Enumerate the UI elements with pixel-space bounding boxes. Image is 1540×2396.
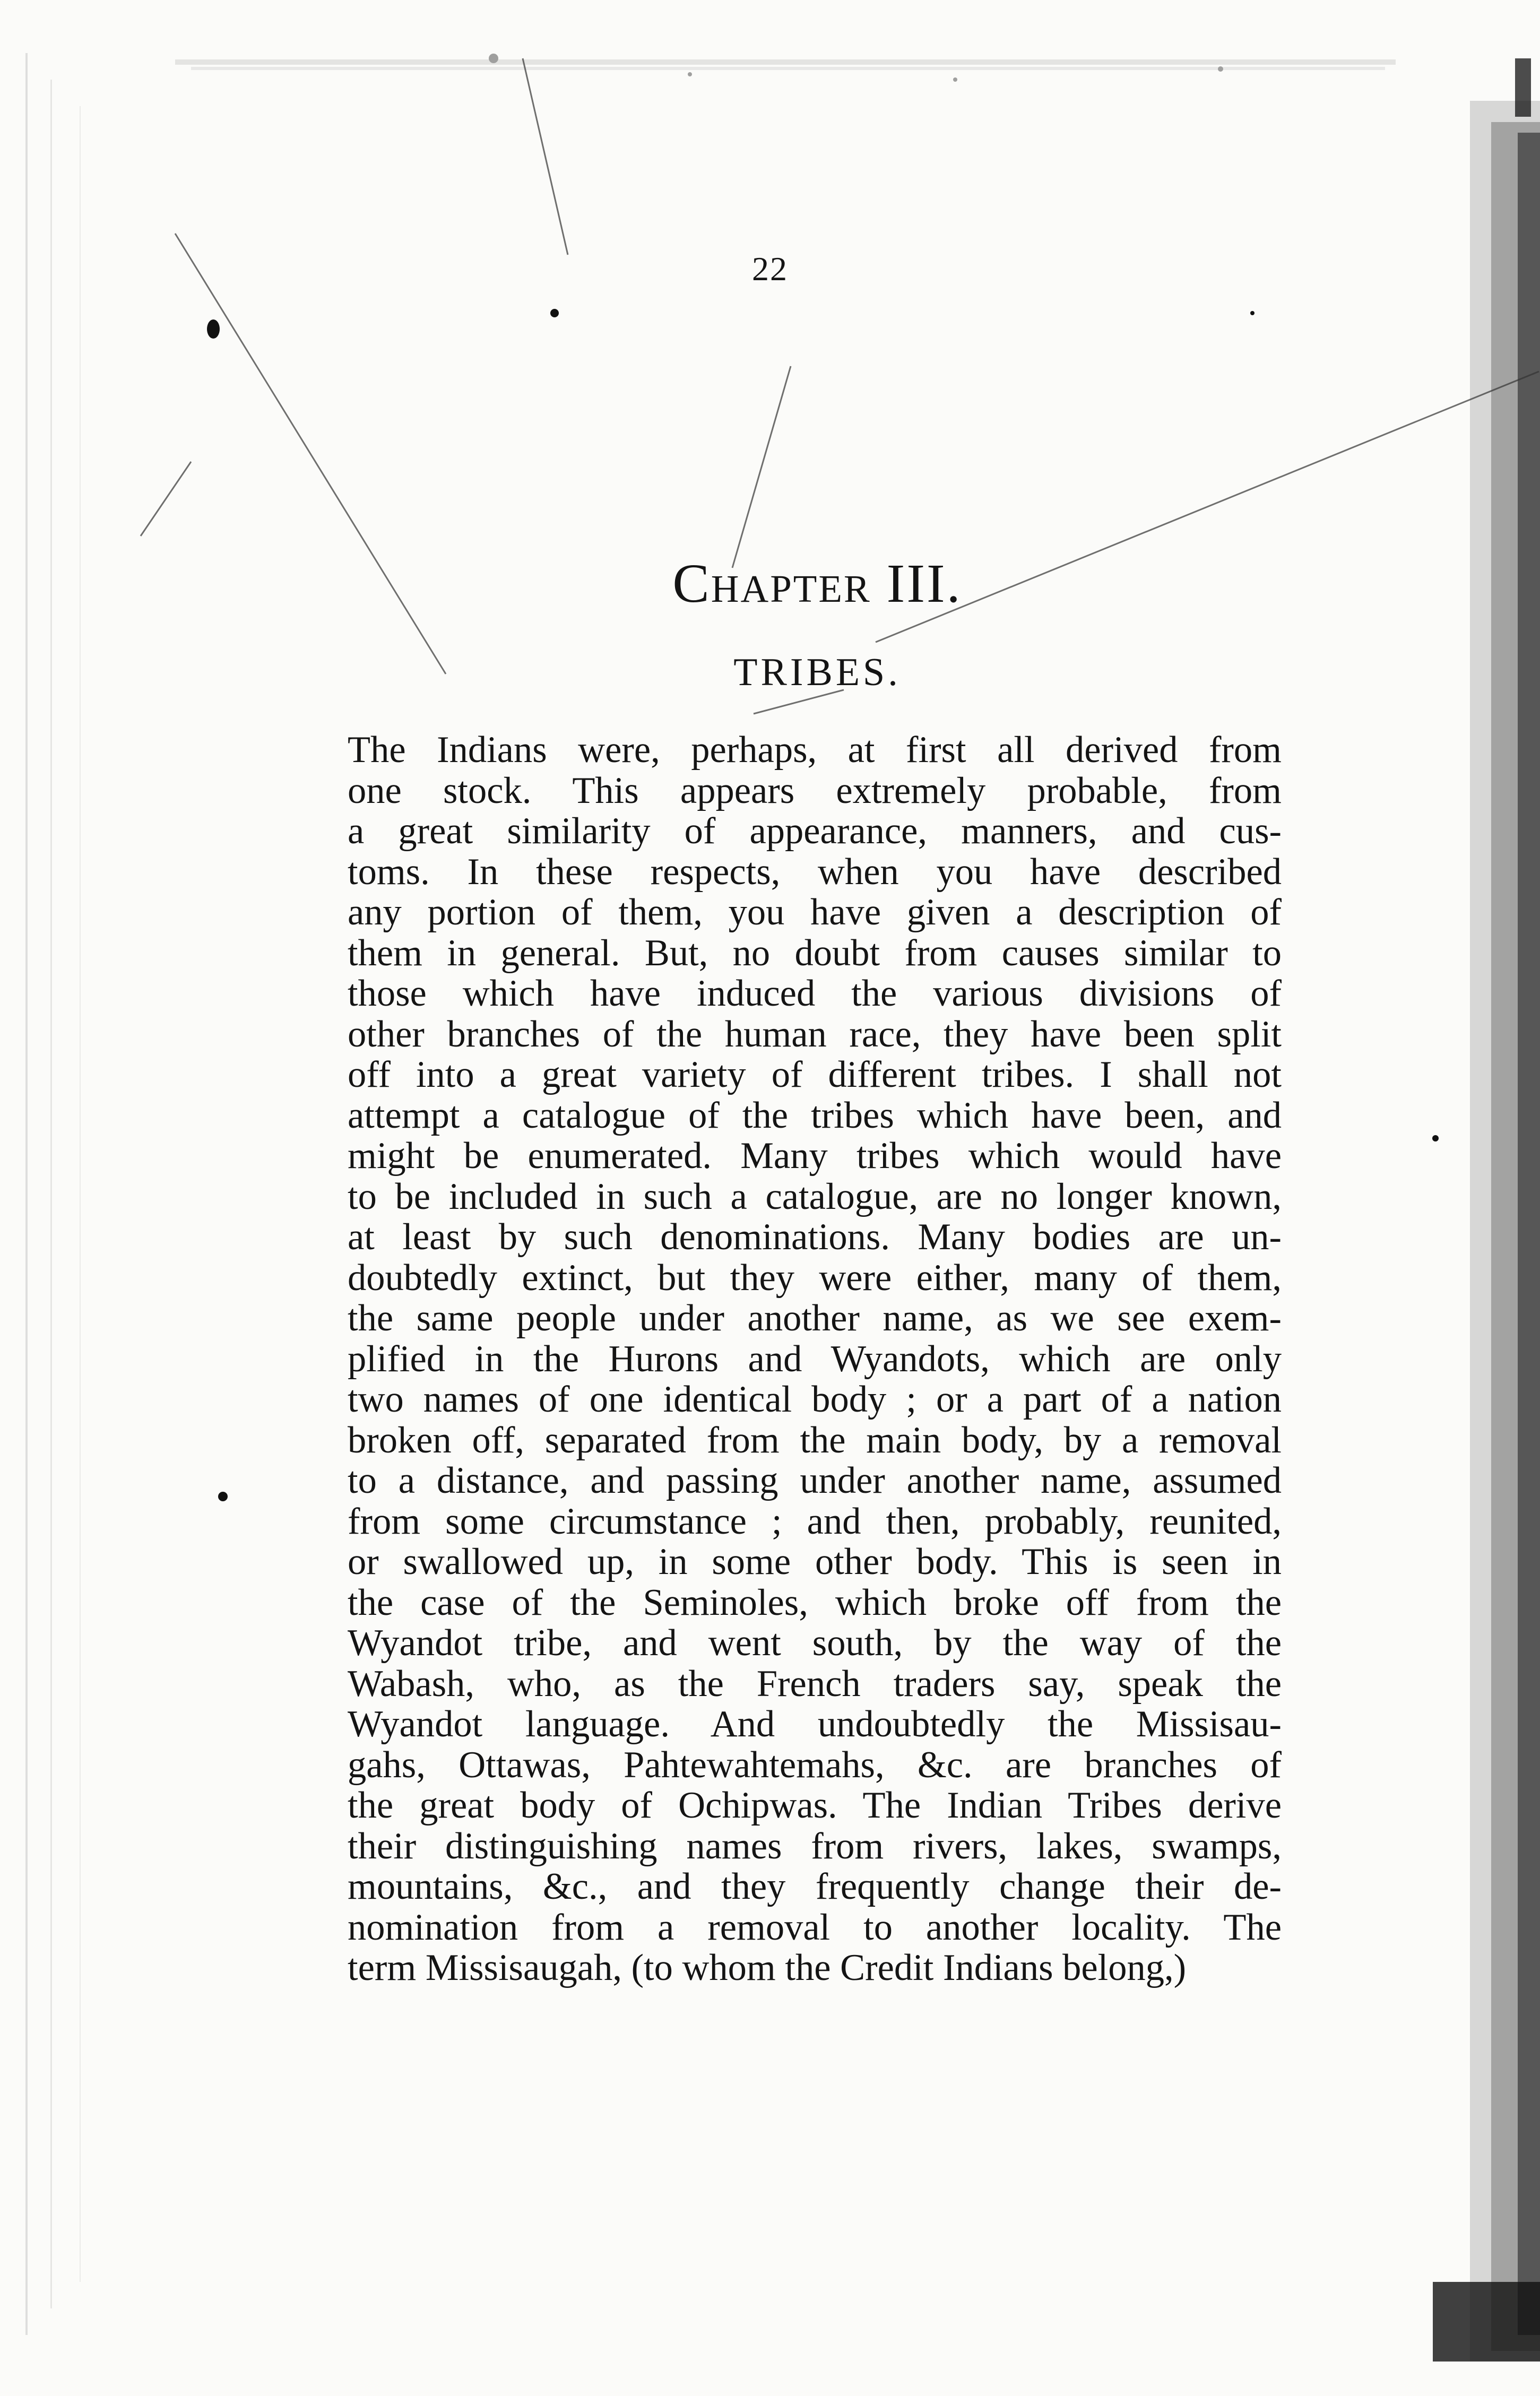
paragraph-line: a great similarity of appearance, manners, and cus- xyxy=(348,810,1282,852)
paragraph-line: attempt a catalogue of the tribes which have been, and xyxy=(348,1094,1282,1136)
body-paragraph xyxy=(348,730,1282,1988)
paragraph-line: at least by such denominations. Many bodies are un- xyxy=(348,1216,1282,1258)
paragraph-line: from some circumstance ; and then, probably, reunited, xyxy=(348,1500,1282,1542)
paragraph-line: Wabash, who, as the French traders say, speak the xyxy=(348,1663,1282,1705)
paragraph-line: toms. In these respects, when you have described xyxy=(348,851,1282,893)
paragraph-line: one stock. This appears extremely probable, from xyxy=(348,769,1282,811)
paragraph-line: mountains, &c., and they frequently change their de- xyxy=(348,1866,1282,1907)
paragraph-line: the case of the Seminoles, which broke off from the xyxy=(348,1581,1282,1623)
paragraph-line: Wyandot tribe, and went south, by the way of the xyxy=(348,1622,1282,1664)
paragraph-line: nomination from a removal to another locality. The xyxy=(348,1906,1282,1948)
paragraph-line: two names of one identical body ; or a part of a nation xyxy=(348,1379,1282,1420)
paragraph-line: The Indians were, perhaps, at first all derived from xyxy=(348,729,1282,771)
page-number: 22 xyxy=(752,250,788,288)
right-edge-shadow xyxy=(1433,58,1540,2362)
chapter-heading-text: Chapter III. xyxy=(672,553,962,614)
paragraph-line: off into a great variety of different tribes. I shall not xyxy=(348,1054,1282,1095)
paragraph-line: to be included in such a catalogue, are no longer known, xyxy=(348,1175,1282,1217)
top-speckle-band xyxy=(175,54,1396,82)
paragraph-line: the same people under another name, as we see exem- xyxy=(348,1298,1282,1339)
paragraph-line: Wyandot language. And undoubtedly the Missisau- xyxy=(348,1703,1282,1745)
paragraph-line: them in general. But, no doubt from causes similar to xyxy=(348,932,1282,974)
paragraph-line: their distinguishing names from rivers, lakes, swamps, xyxy=(348,1825,1282,1867)
chapter-heading xyxy=(658,552,976,615)
paragraph-line: other branches of the human race, they have been split xyxy=(348,1013,1282,1055)
left-edge-speckles xyxy=(25,53,81,2335)
paragraph-line: to a distance, and passing under another name, assumed xyxy=(348,1460,1282,1501)
paragraph-line: plified in the Hurons and Wyandots, which are only xyxy=(348,1338,1282,1380)
paragraph-line: might be enumerated. Many tribes which would have xyxy=(348,1135,1282,1177)
paragraph-line: any portion of them, you have given a description of xyxy=(348,892,1282,933)
paragraph-line: doubtedly extinct, but they were either, many of them, xyxy=(348,1257,1282,1299)
paragraph-line: gahs, Ottawas, Pahtewahtemahs, &c. are branches of xyxy=(348,1744,1282,1786)
section-title: TRIBES. xyxy=(733,651,901,694)
paragraph-line: broken off, separated from the main body, by a removal xyxy=(348,1419,1282,1461)
paragraph-line: term Missisaugah, (to whom the Credit Indians belong,) xyxy=(348,1947,1187,1988)
paragraph-line: those which have induced the various divisions of xyxy=(348,973,1282,1014)
stray-strokes xyxy=(141,58,1539,714)
paragraph-line: or swallowed up, in some other body. This is seen in xyxy=(348,1541,1282,1582)
paragraph-line: the great body of Ochipwas. The Indian Tribes derive xyxy=(348,1785,1282,1826)
